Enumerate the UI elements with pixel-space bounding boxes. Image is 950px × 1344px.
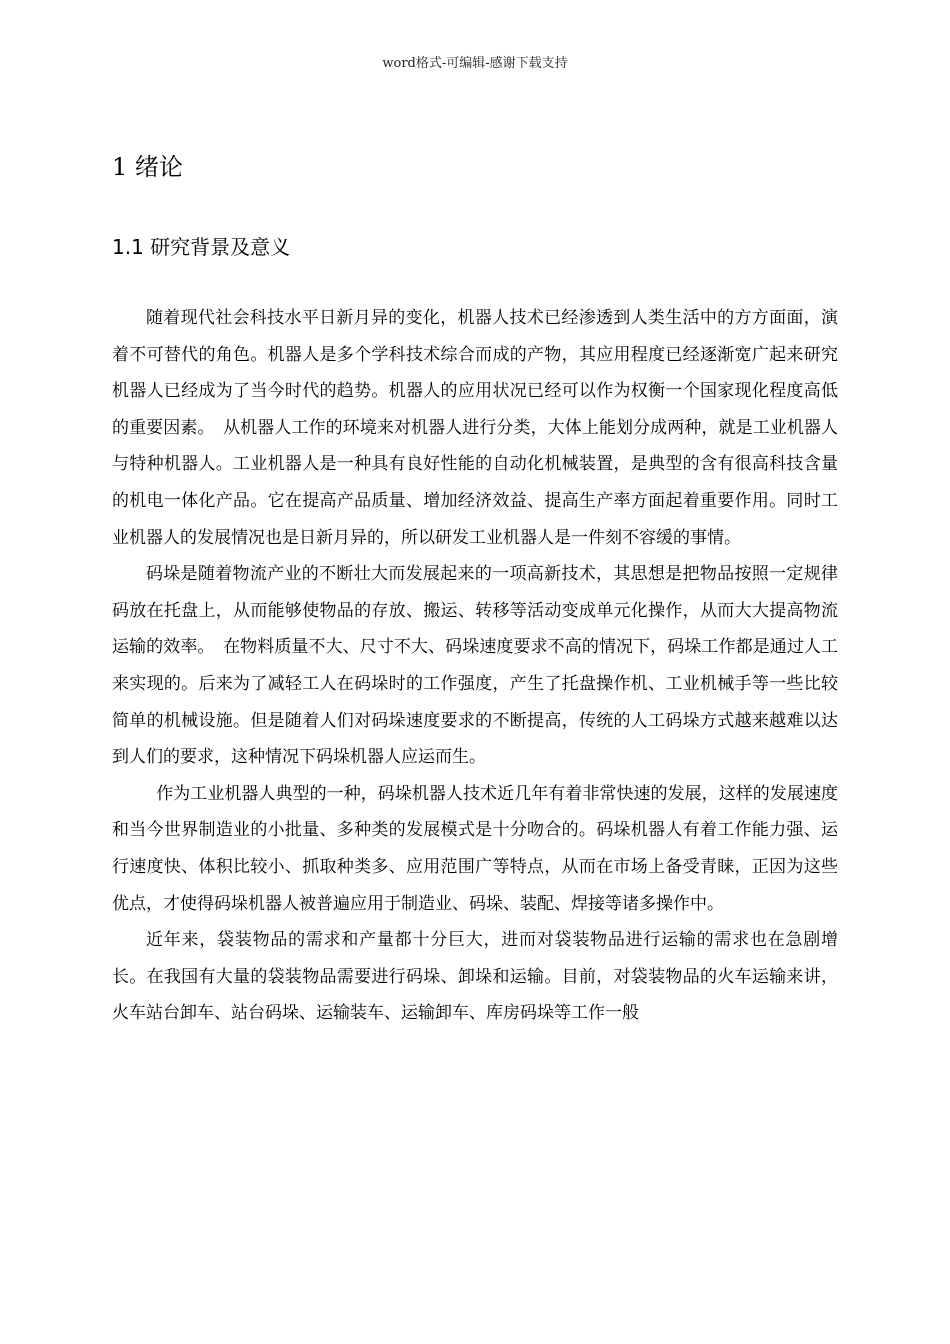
chapter-title: 1 绪论	[112, 153, 183, 181]
paragraph: 随着现代社会科技水平日新月异的变化，机器人技术已经渗透到人类生活中的方方面面，演着不可替代的角色。机器人是多个学科技术综合而成的产物，其应用程度已经逐渐宽广起来研究机器人已经成为了当今时代的趋势。机器人的应用状况已经可以作为权衡一个国家现化程度高低的重要因素。 从机器人工作的环境来对机器人进行分类，大体上能划分成两种，就是工业机器人与特种机器人。工业机器人是一种具有良好性能的自动化机械装置，是典型的含有很高科技含量的机电一体化产品。它在提高产品质量、增加经济效益、提高生产率方面起着重要作用。同时工业机器人的发展情况也是日新月异的，所以研发工业机器人是一件刻不容缓的事情。	[112, 308, 838, 548]
paragraph: 近年来，袋装物品的需求和产量都十分巨大，进而对袋装物品进行运输的需求也在急剧增长。在我国有大量的袋装物品需要进行码垛、卸垛和运输。目前，对袋装物品的火车运输来讲，火车站台卸车、站台码垛、运输装车、运输卸车、库房码垛等工作一般	[112, 930, 838, 1024]
page-header: word格式-可编辑-感谢下载支持	[382, 56, 568, 71]
section-title: 1.1 研究背景及意义	[112, 235, 291, 259]
body-text	[112, 300, 838, 1032]
paragraph: 码垛是随着物流产业的不断壮大而发展起来的一项高新技术，其思想是把物品按照一定规律码放在托盘上，从而能够使物品的存放、搬运、转移等活动变成单元化操作，从而大大提高物流运输的效率。 在物料质量不大、尺寸不大、码垛速度要求不高的情况下，码垛工作都是通过人工来实现的。后来为了减轻工人在码垛时的工作强度，产生了托盘操作机、工业机械手等一些比较简单的机械设施。但是随着人们对码垛速度要求的不断提高，传统的人工码垛方式越来越难以达到人们的要求，这种情况下码垛机器人应运而生。	[112, 564, 838, 768]
paragraph: 作为工业机器人典型的一种，码垛机器人技术近几年有着非常快速的发展，这样的发展速度和当今世界制造业的小批量、多种类的发展模式是十分吻合的。码垛机器人有着工作能力强、运行速度快、体积比较小、抓取种类多、应用范围广等特点，从而在市场上备受青睐，正因为这些优点，才使得码垛机器人被普遍应用于制造业、码垛、装配、焊接等诸多操作中。	[112, 783, 838, 914]
